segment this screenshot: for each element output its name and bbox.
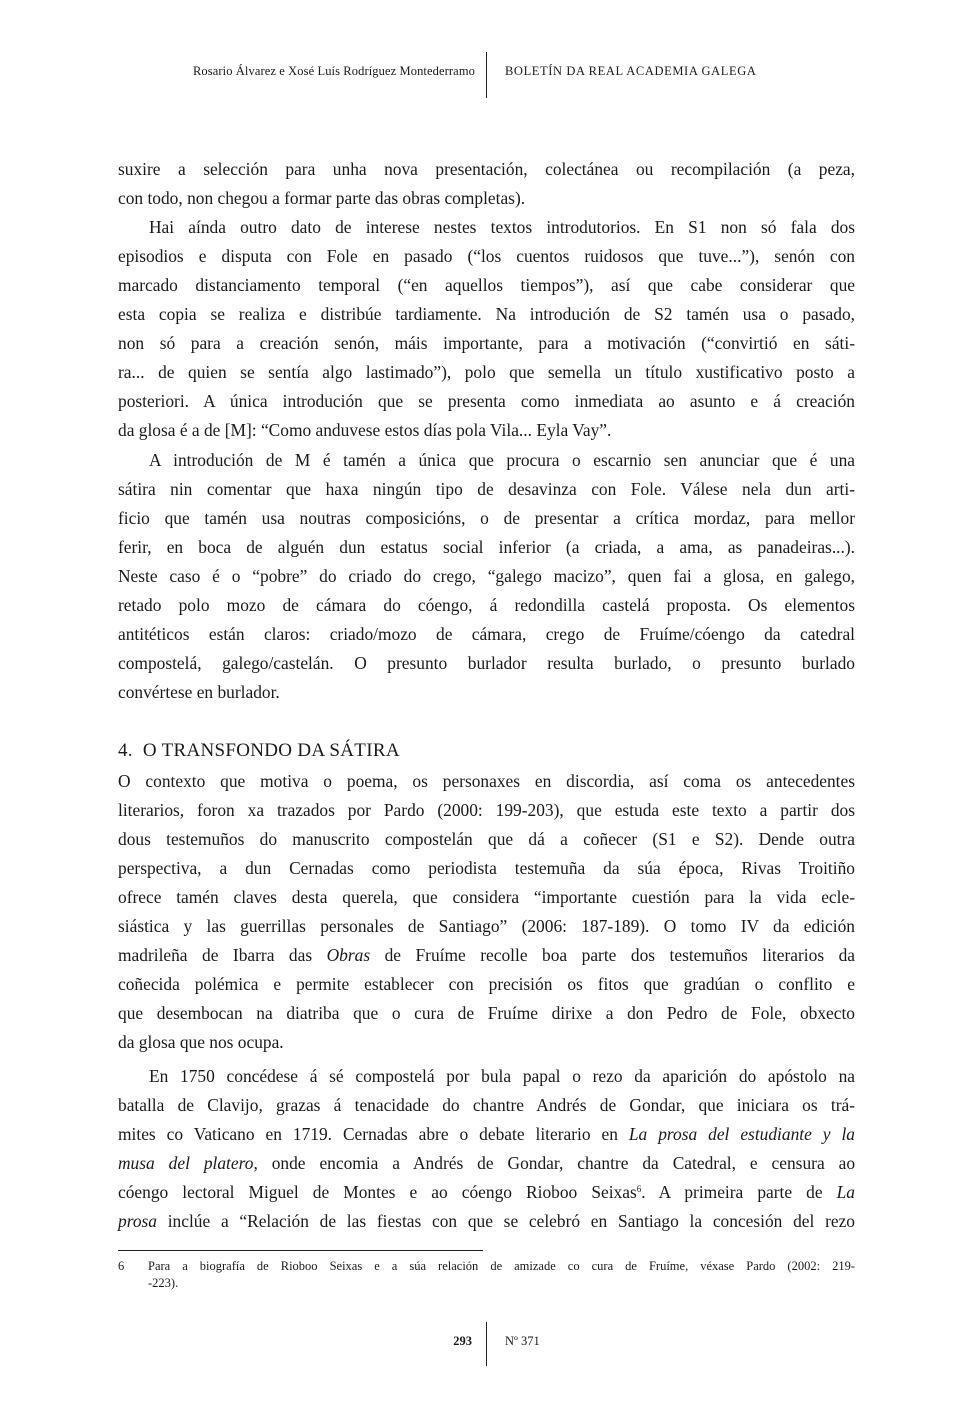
issue-number: Nº 371 [505, 1334, 540, 1348]
text-line: con todo, non chegou a formar parte das obras completas). [118, 188, 526, 208]
text-line: antitéticos están claros: criado/mozo de cámara, crego de Fruíme/cóengo da catedral [118, 624, 855, 644]
footnote-line: Para a biografía de Rioboo Seixas e a súa relación de amizade co cura de Fruíme, véxase Pardo (2002: 219- [148, 1259, 855, 1273]
text-line: que desembocan na diatriba que o cura de Fruíme dirixe a don Pedro de Fole, obxecto [118, 1003, 855, 1023]
text-line: coñecida polémica e permite establecer con precisión os fitos que gradúan o conflito e [118, 974, 855, 994]
footnote-reference[interactable]: 6 [636, 1184, 642, 1194]
text-line: da glosa que nos ocupa. [118, 1032, 284, 1052]
text-line [118, 1181, 855, 1203]
text-line [118, 944, 855, 966]
italic-title-obras: Obras [326, 945, 371, 965]
text-line: ficio que tamén usa noutras composicións, o de presentar a crítica mordaz, para mellor [118, 508, 855, 528]
text-line [118, 1210, 855, 1232]
text-line: compostelá, galego/castelán. O presunto burlador resulta burlado, o presunto burlado [118, 653, 855, 673]
footer-divider [486, 1322, 487, 1366]
section-number: 4. [118, 740, 133, 761]
text-span: mites co Vaticano en 1719. Cernadas abre o debate literario en [118, 1124, 629, 1144]
text-line [118, 1123, 855, 1145]
text-span: madrileña de Ibarra das [118, 945, 327, 965]
text-span: . A primeira parte de [641, 1182, 837, 1202]
text-line: sátira nin comentar que haxa ningún tipo de desavinza con Fole. Válese nela dun arti- [118, 479, 855, 499]
text-line: convértese en burlador. [118, 682, 280, 702]
text-line: marcado distanciamento temporal (“en aquellos tiempos”), así que cabe considerar que [118, 275, 855, 295]
text-line: retado polo mozo de cámara do cóengo, á redondilla castelá proposta. Os elementos [118, 595, 855, 615]
page-footer [0, 1322, 975, 1368]
text-line: da glosa é a de [M]: “Como anduvese estos días pola Vila... Eyla Vay”. [118, 420, 612, 440]
text-line: posteriori. A única introdución que se presenta como inmediata ao asunto e á creación [118, 391, 855, 411]
italic-title: musa del platero [118, 1153, 254, 1173]
text-line: episodios e disputa con Fole en pasado (“los cuentos ruidosos que tuve...”), senón con [118, 246, 855, 266]
header-authors: Rosario Álvarez e Xosé Luís Rodríguez Montederramo [192, 64, 475, 78]
section-heading [118, 739, 400, 763]
italic-title: La prosa del estudiante y la [628, 1124, 855, 1144]
text-line: batalla de Clavijo, grazas á tenacidade do chantre Andrés de Gondar, que iniciara os trá- [118, 1095, 855, 1115]
footnote-line: -223). [148, 1276, 179, 1290]
text-line: non só para a creación senón, máis importante, para a motivación (“convirtió en sáti- [118, 333, 855, 353]
italic-title: prosa [118, 1211, 157, 1231]
text-line: O contexto que motiva o poema, os personaxes en discordia, así coma os antecedentes [118, 771, 855, 791]
italic-title: La [836, 1182, 855, 1202]
text-line: siástica y las guerrillas personales de Santiago” (2006: 187-189). O tomo IV da edición [118, 916, 855, 936]
text-span: inclúe a “Relación de las fiestas con que se celebró en Santiago la concesión del rezo [156, 1211, 855, 1231]
running-header [0, 52, 975, 98]
footnote-rule [118, 1250, 483, 1251]
text-line: ra... de quien se sentía algo lastimado”), polo que semella un título xustificativo posto a [118, 362, 855, 382]
text-line: A introdución de M é tamén a única que procura o escarnio sen anunciar que é una [149, 450, 855, 470]
text-line: ferir, en boca de alguén dun estatus social inferior (a criada, a ama, as panadeiras...). [118, 537, 855, 557]
text-span: de Fruíme recolle boa parte dos testemuños literarios da [370, 945, 855, 965]
text-line [118, 1152, 855, 1174]
text-line: ofrece tamén claves desta querela, que considera “importante cuestión para la vida ecle- [118, 887, 855, 907]
text-line: Neste caso é o “pobre” do criado do crego, “galego macizo”, quen fai a glosa, en galego, [118, 566, 855, 586]
text-line: En 1750 concédese á sé compostelá por bula papal o rezo da aparición do apóstolo na [149, 1066, 855, 1086]
text-line: perspectiva, a dun Cernadas como periodista testemuña da súa época, Rivas Troitiño [118, 858, 855, 878]
header-divider [486, 52, 487, 98]
section-title: O TRANSFONDO DA SÁTIRA [142, 740, 400, 761]
footnote-number: 6 [118, 1259, 125, 1273]
text-line: esta copia se realiza e distribúe tardiamente. Na introdución de S2 tamén usa o pasado, [118, 304, 855, 324]
text-span: , onde encomia a Andrés de Gondar, chantre da Catedral, e censura ao [253, 1153, 856, 1173]
header-journal-title: BOLETÍN DA REAL ACADEMIA GALEGA [505, 64, 757, 78]
page-number: 293 [453, 1334, 472, 1348]
text-span: cóengo lectoral Miguel de Montes e ao cóengo Rioboo Seixas [118, 1182, 637, 1202]
text-line: dous testemuños do manuscrito compostelán que dá a coñecer (S1 e S2). Dende outra [118, 829, 855, 849]
text-line: Hai aínda outro dato de interese nestes textos introdutorios. En S1 non só fala dos [149, 217, 855, 237]
text-line: suxire a selección para unha nova presentación, colectánea ou recompilación (a peza, [118, 159, 855, 179]
text-line: literarios, foron xa trazados por Pardo (2000: 199-203), que estuda este texto a partir dos [118, 800, 855, 820]
